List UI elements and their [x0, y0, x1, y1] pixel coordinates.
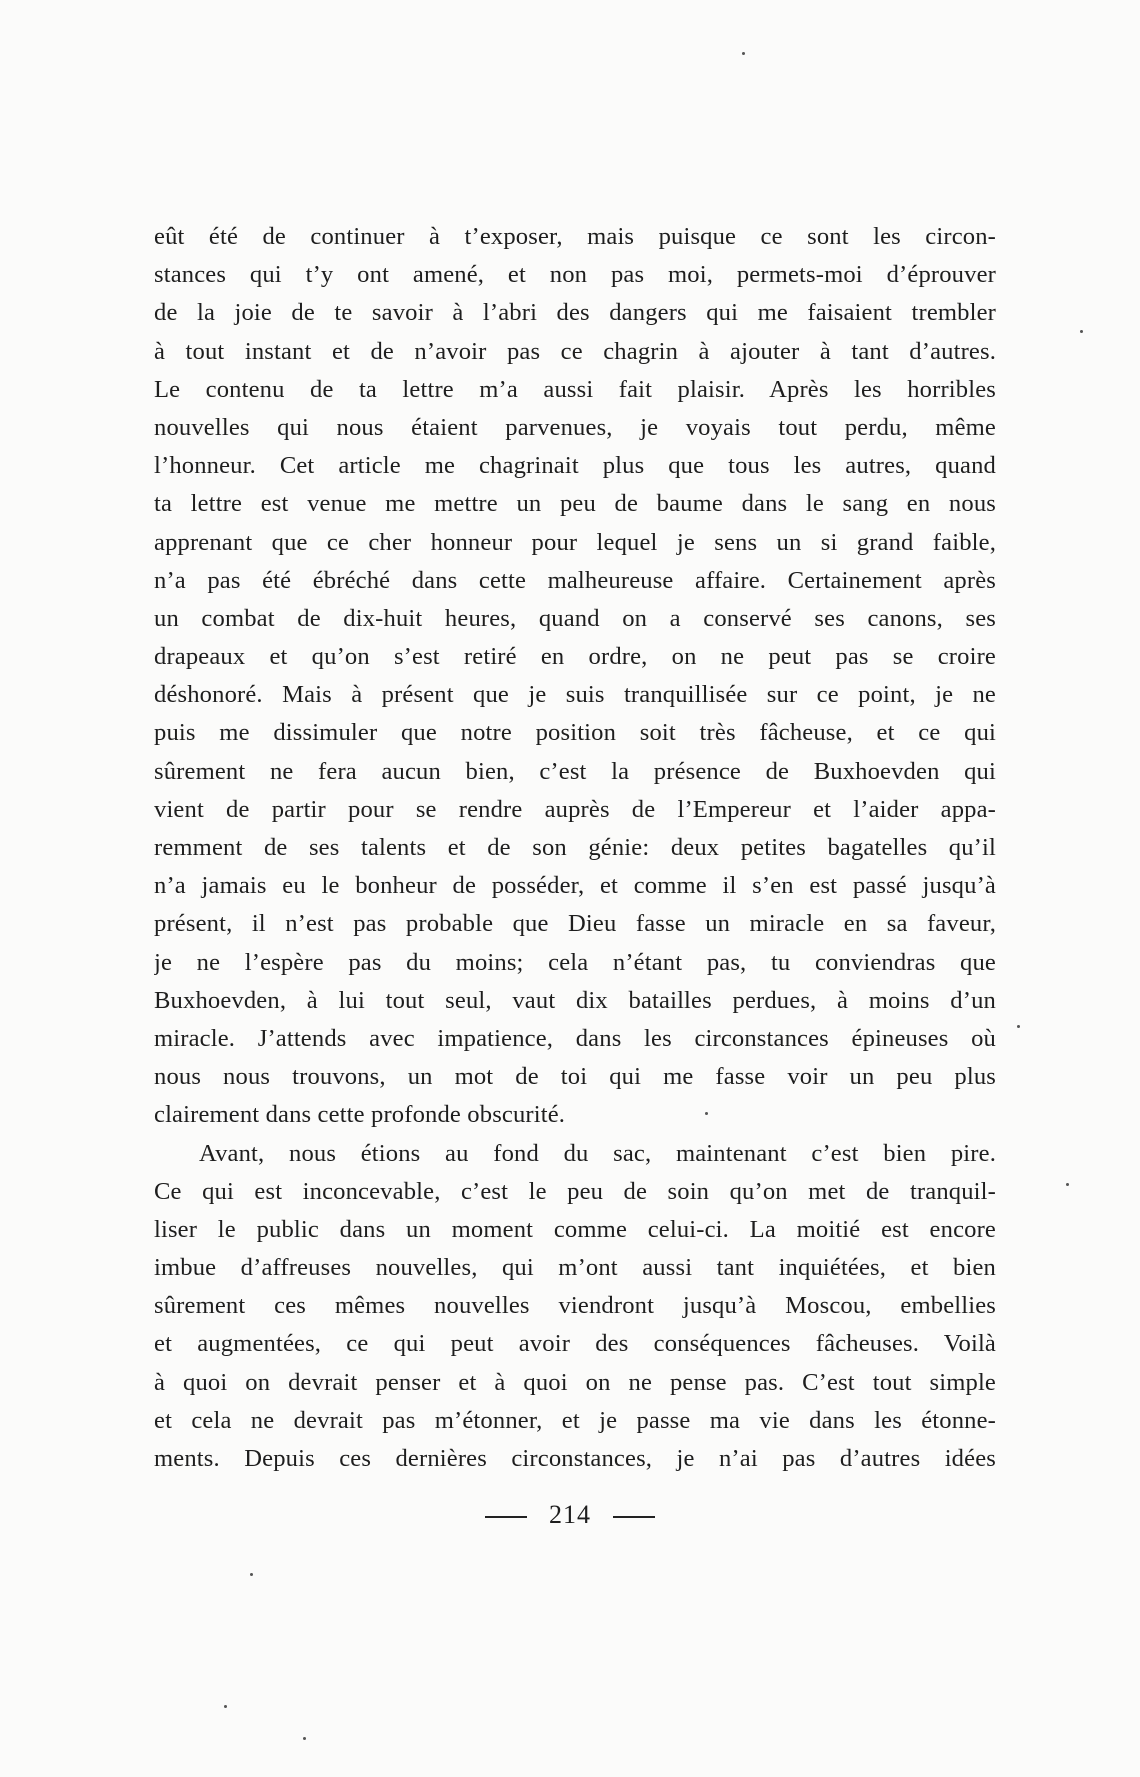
text-line-13: déshonoré. Mais à présent que je suis tranquillisée sur ce point, je ne: [154, 681, 996, 709]
text-line-22: miracle. J’attends avec impatience, dans les circonstances épineuses où: [154, 1024, 996, 1052]
text-line-14: puis me dissimuler que notre position soit très fâcheuse, et ce qui: [154, 719, 996, 747]
text-line-12: drapeaux et qu’on s’est retiré en ordre, on ne peut pas se croire: [154, 643, 996, 671]
text-line-11: un combat de dix-huit heures, quand on a conservé ses canons, ses: [154, 604, 996, 632]
text-line-17: remment de ses talents et de son génie: deux petites bagatelles qu’il: [154, 834, 996, 861]
paper-speck: [224, 1705, 227, 1708]
paper-speck: [250, 1573, 253, 1576]
paper-speck: [1066, 1183, 1069, 1186]
text-line-9: apprenant que ce cher honneur pour lequel je sens un si grand faible,: [154, 528, 996, 556]
paper-speck: [705, 1112, 708, 1115]
text-line-1: eût été de continuer à t’exposer, mais puisque ce sont les circon-: [154, 223, 996, 250]
text-line-21: Buxhoevden, à lui tout seul, vaut dix batailles perdues, à moins d’un: [154, 986, 996, 1014]
paper-speck: [303, 1737, 306, 1740]
text-line-6: nouvelles qui nous étaient parvenues, je voyais tout perdu, même: [154, 413, 996, 441]
text-line-20: je ne l’espère pas du moins; cela n’étant pas, tu conviendras que: [154, 948, 996, 976]
paper-speck: [1080, 330, 1083, 333]
text-line-18: n’a jamais eu le bonheur de posséder, et comme il s’en est passé jusqu’à: [154, 872, 996, 900]
text-line-8: ta lettre est venue me mettre un peu de baume dans le sang en nous: [154, 490, 996, 518]
folio-dash-right: [613, 1516, 655, 1518]
text-line-25: Avant, nous étions au fond du sac, maintenant c’est bien pire.: [199, 1139, 996, 1167]
text-line-33: ments. Depuis ces dernières circonstances, je n’ai pas d’autres idées: [154, 1445, 996, 1472]
text-line-2: stances qui t’y ont amené, et non pas moi, permets-moi d’éprouver: [154, 261, 996, 289]
text-line-29: sûrement ces mêmes nouvelles viendront jusqu’à Moscou, embellies: [154, 1292, 996, 1320]
page-number: 214: [549, 1500, 591, 1529]
text-line-24: clairement dans cette profonde obscurité.: [154, 1101, 566, 1129]
folio-dash-left: [485, 1516, 527, 1518]
text-line-3: de la joie de te savoir à l’abri des dangers qui me faisaient trembler: [154, 299, 996, 327]
text-line-5: Le contenu de ta lettre m’a aussi fait plaisir. Après les horribles: [154, 375, 996, 403]
text-line-30: et augmentées, ce qui peut avoir des conséquences fâcheuses. Voilà: [154, 1330, 996, 1358]
text-line-28: imbue d’affreuses nouvelles, qui m’ont aussi tant inquiétées, et bien: [154, 1254, 996, 1282]
page-number-footer: [0, 1500, 1140, 1530]
body-text: [154, 218, 996, 1478]
text-line-4: à tout instant et de n’avoir pas ce chagrin à ajouter à tant d’autres.: [154, 337, 996, 365]
paper-speck: [1017, 1025, 1020, 1028]
text-line-32: et cela ne devrait pas m’étonner, et je passe ma vie dans les étonne-: [154, 1406, 996, 1434]
text-line-26: Ce qui est inconcevable, c’est le peu de soin qu’on met de tranquil-: [154, 1177, 996, 1205]
paper-speck: [742, 52, 745, 55]
text-line-27: liser le public dans un moment comme celui-ci. La moitié est encore: [154, 1215, 996, 1243]
text-line-16: vient de partir pour se rendre auprès de l’Empereur et l’aider appa-: [154, 795, 996, 823]
text-line-15: sûrement ne fera aucun bien, c’est la présence de Buxhoevden qui: [154, 757, 996, 785]
text-line-31: à quoi on devrait penser et à quoi on ne pense pas. C’est tout simple: [154, 1368, 996, 1396]
text-line-19: présent, il n’est pas probable que Dieu fasse un miracle en sa faveur,: [154, 910, 996, 938]
text-line-7: l’honneur. Cet article me chagrinait plus que tous les autres, quand: [154, 452, 996, 480]
text-line-10: n’a pas été ébréché dans cette malheureuse affaire. Certainement après: [154, 566, 996, 594]
text-line-23: nous nous trouvons, un mot de toi qui me fasse voir un peu plus: [154, 1063, 996, 1091]
